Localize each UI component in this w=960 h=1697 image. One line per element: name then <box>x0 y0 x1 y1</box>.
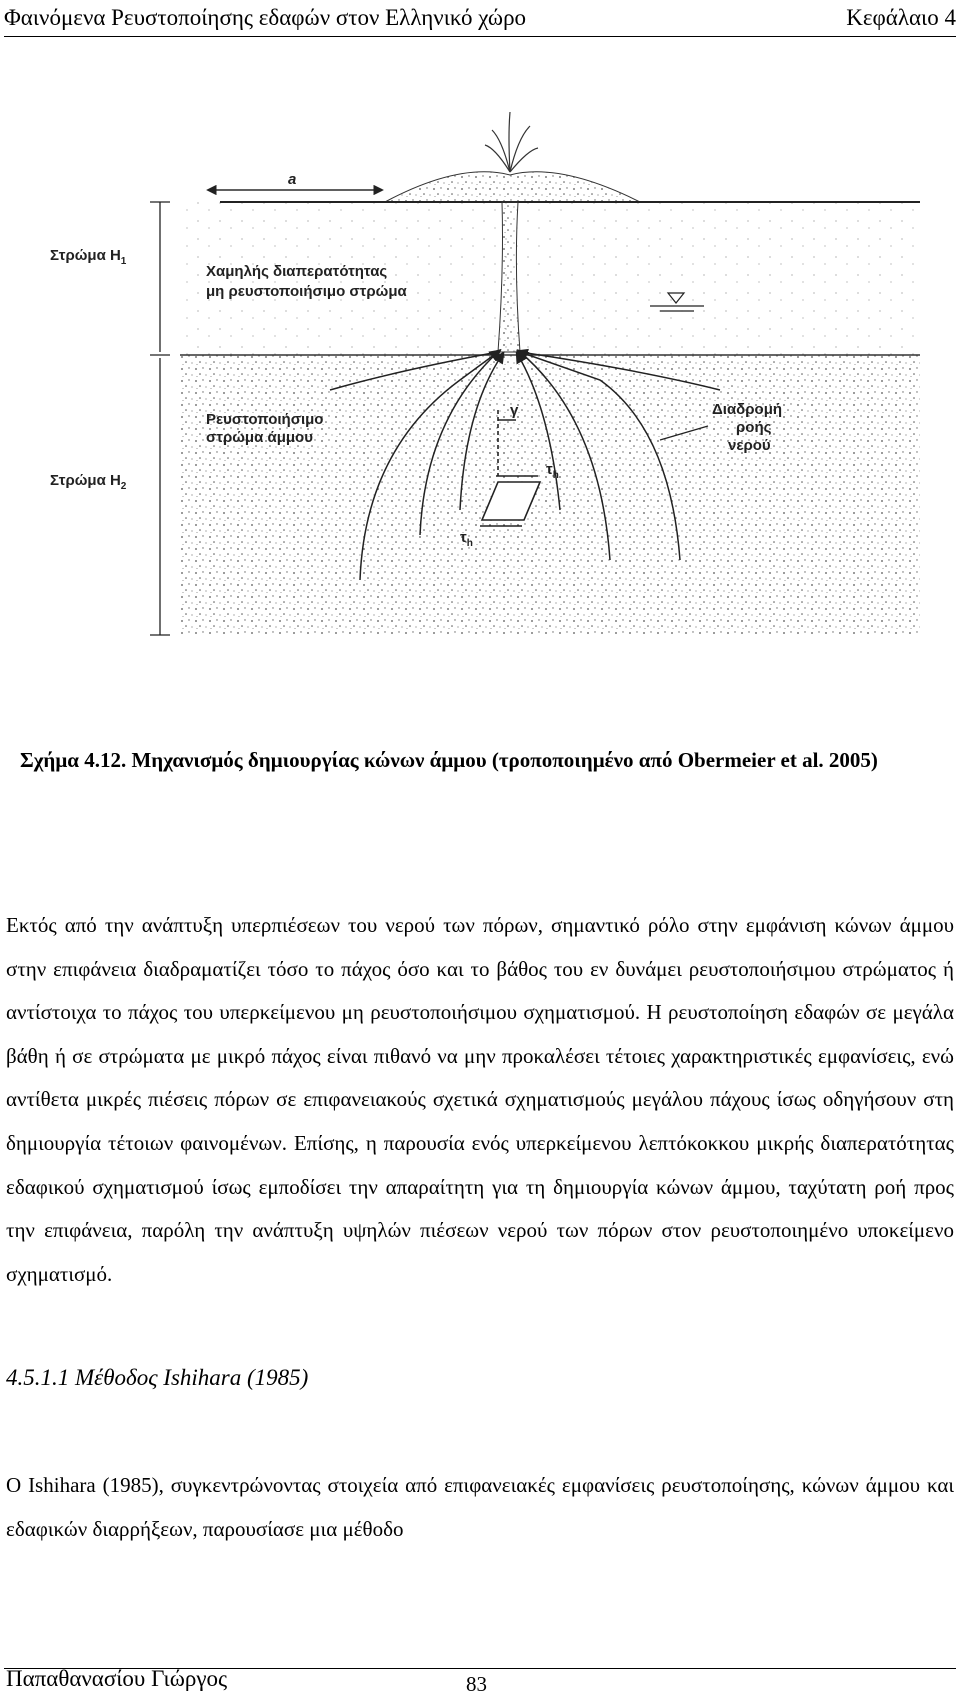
page-number: 83 <box>466 1672 487 1696</box>
header-title: Φαινόμενα Ρευστοποίησης εδαφών στον Ελληνικό χώρο <box>4 5 527 30</box>
flow-label-2: ροής <box>736 419 772 436</box>
flow-label-3: νερού <box>728 437 771 454</box>
tau-bottom-label: $\tau_h$ <box>460 529 473 549</box>
gamma-label: γ <box>510 402 519 419</box>
layer-dimensions <box>150 202 170 635</box>
liq-label-2: στρώμα άμμου <box>206 429 313 446</box>
water-spray <box>485 112 538 172</box>
header-chapter: Κεφάλαιο 4 <box>846 5 956 30</box>
low-perm-label-1: Χαμηλής διαπερατότητας <box>206 263 388 280</box>
sand-boil-figure <box>40 90 920 670</box>
layer2-label: Στρώμα $H_2$ <box>50 472 127 492</box>
tau-top-label: $\tau_h$ <box>546 461 559 481</box>
section-heading: 4.5.1.1 Μέθοδος Ishihara (1985) <box>6 1365 309 1390</box>
sand-cone <box>385 172 640 202</box>
layer1-label: Στρώμα $H_1$ <box>50 247 127 267</box>
page-header <box>4 0 956 37</box>
flow-label-1: Διαδρομή <box>712 401 783 418</box>
figure-caption: Σχήμα 4.12. Μηχανισμός δημιουργίας κώνων άμμου (τροποποιημένο από Obermeier et al. 2005) <box>20 748 878 772</box>
low-perm-label-2: μη ρευστοποιήσιμο στρώμα <box>206 283 407 300</box>
body-paragraph-2: Ο Ishihara (1985), συγκεντρώνοντας στοιχεία από επιφανειακές εμφανίσεις ρευστοποίησης, κώνων άμμου και εδαφικών διαρρήξεων, παρουσίασε μια μέθοδο <box>6 1473 954 1541</box>
label-a: a <box>288 171 297 188</box>
footer-author: Παπαθανασίου Γιώργος <box>6 1666 228 1691</box>
sand-layer <box>180 355 920 635</box>
body-paragraph-1: Εκτός από την ανάπτυξη υπερπιέσεων του νερού των πόρων, σημαντικό ρόλο στην εμφάνιση κώνων άμμου στην επιφάνεια διαδραματίζει τόσο το πάχος όσο και το βάθος του εν δυνάμει ρευστοποιήσιμου στρώματος ή αντίστοιχα το πάχος του υπερκείμενου μη ρευστοποιήσιμου σχηματισμού. Η ρευστοποίηση εδαφών σε μεγάλα βάθη ή σε στρώματα με μικρό πάχος είναι πιθανό να μην προκαλέσει τέτοιες χαρακτηριστικές εμφανίσεις, ενώ αντίθετα μικρές πιέσεις πόρων σε επιφανειακούς σχετικά σχηματισμούς μεγάλου πάχους ίσως οδηγήσουν στη δημιουργία τέτοιων φαινομένων. Επίσης, η παρουσία ενός υπερκείμενου λεπτόκοκκου μικρής διαπερατότητας εδαφικού σχηματισμού ίσως εμποδίσει την απαραίτητη για τη δημιουργία κώνων άμμου, ταχύτατη ροή προς την επιφάνεια, παρόλη την ανάπτυξη υψηλών πιέσεων νερού των πόρων στον ρευστοποιημένο υποκείμενο σχηματισμό. <box>6 913 954 1286</box>
liq-label-1: Ρευστοποιήσιμο <box>206 411 324 428</box>
